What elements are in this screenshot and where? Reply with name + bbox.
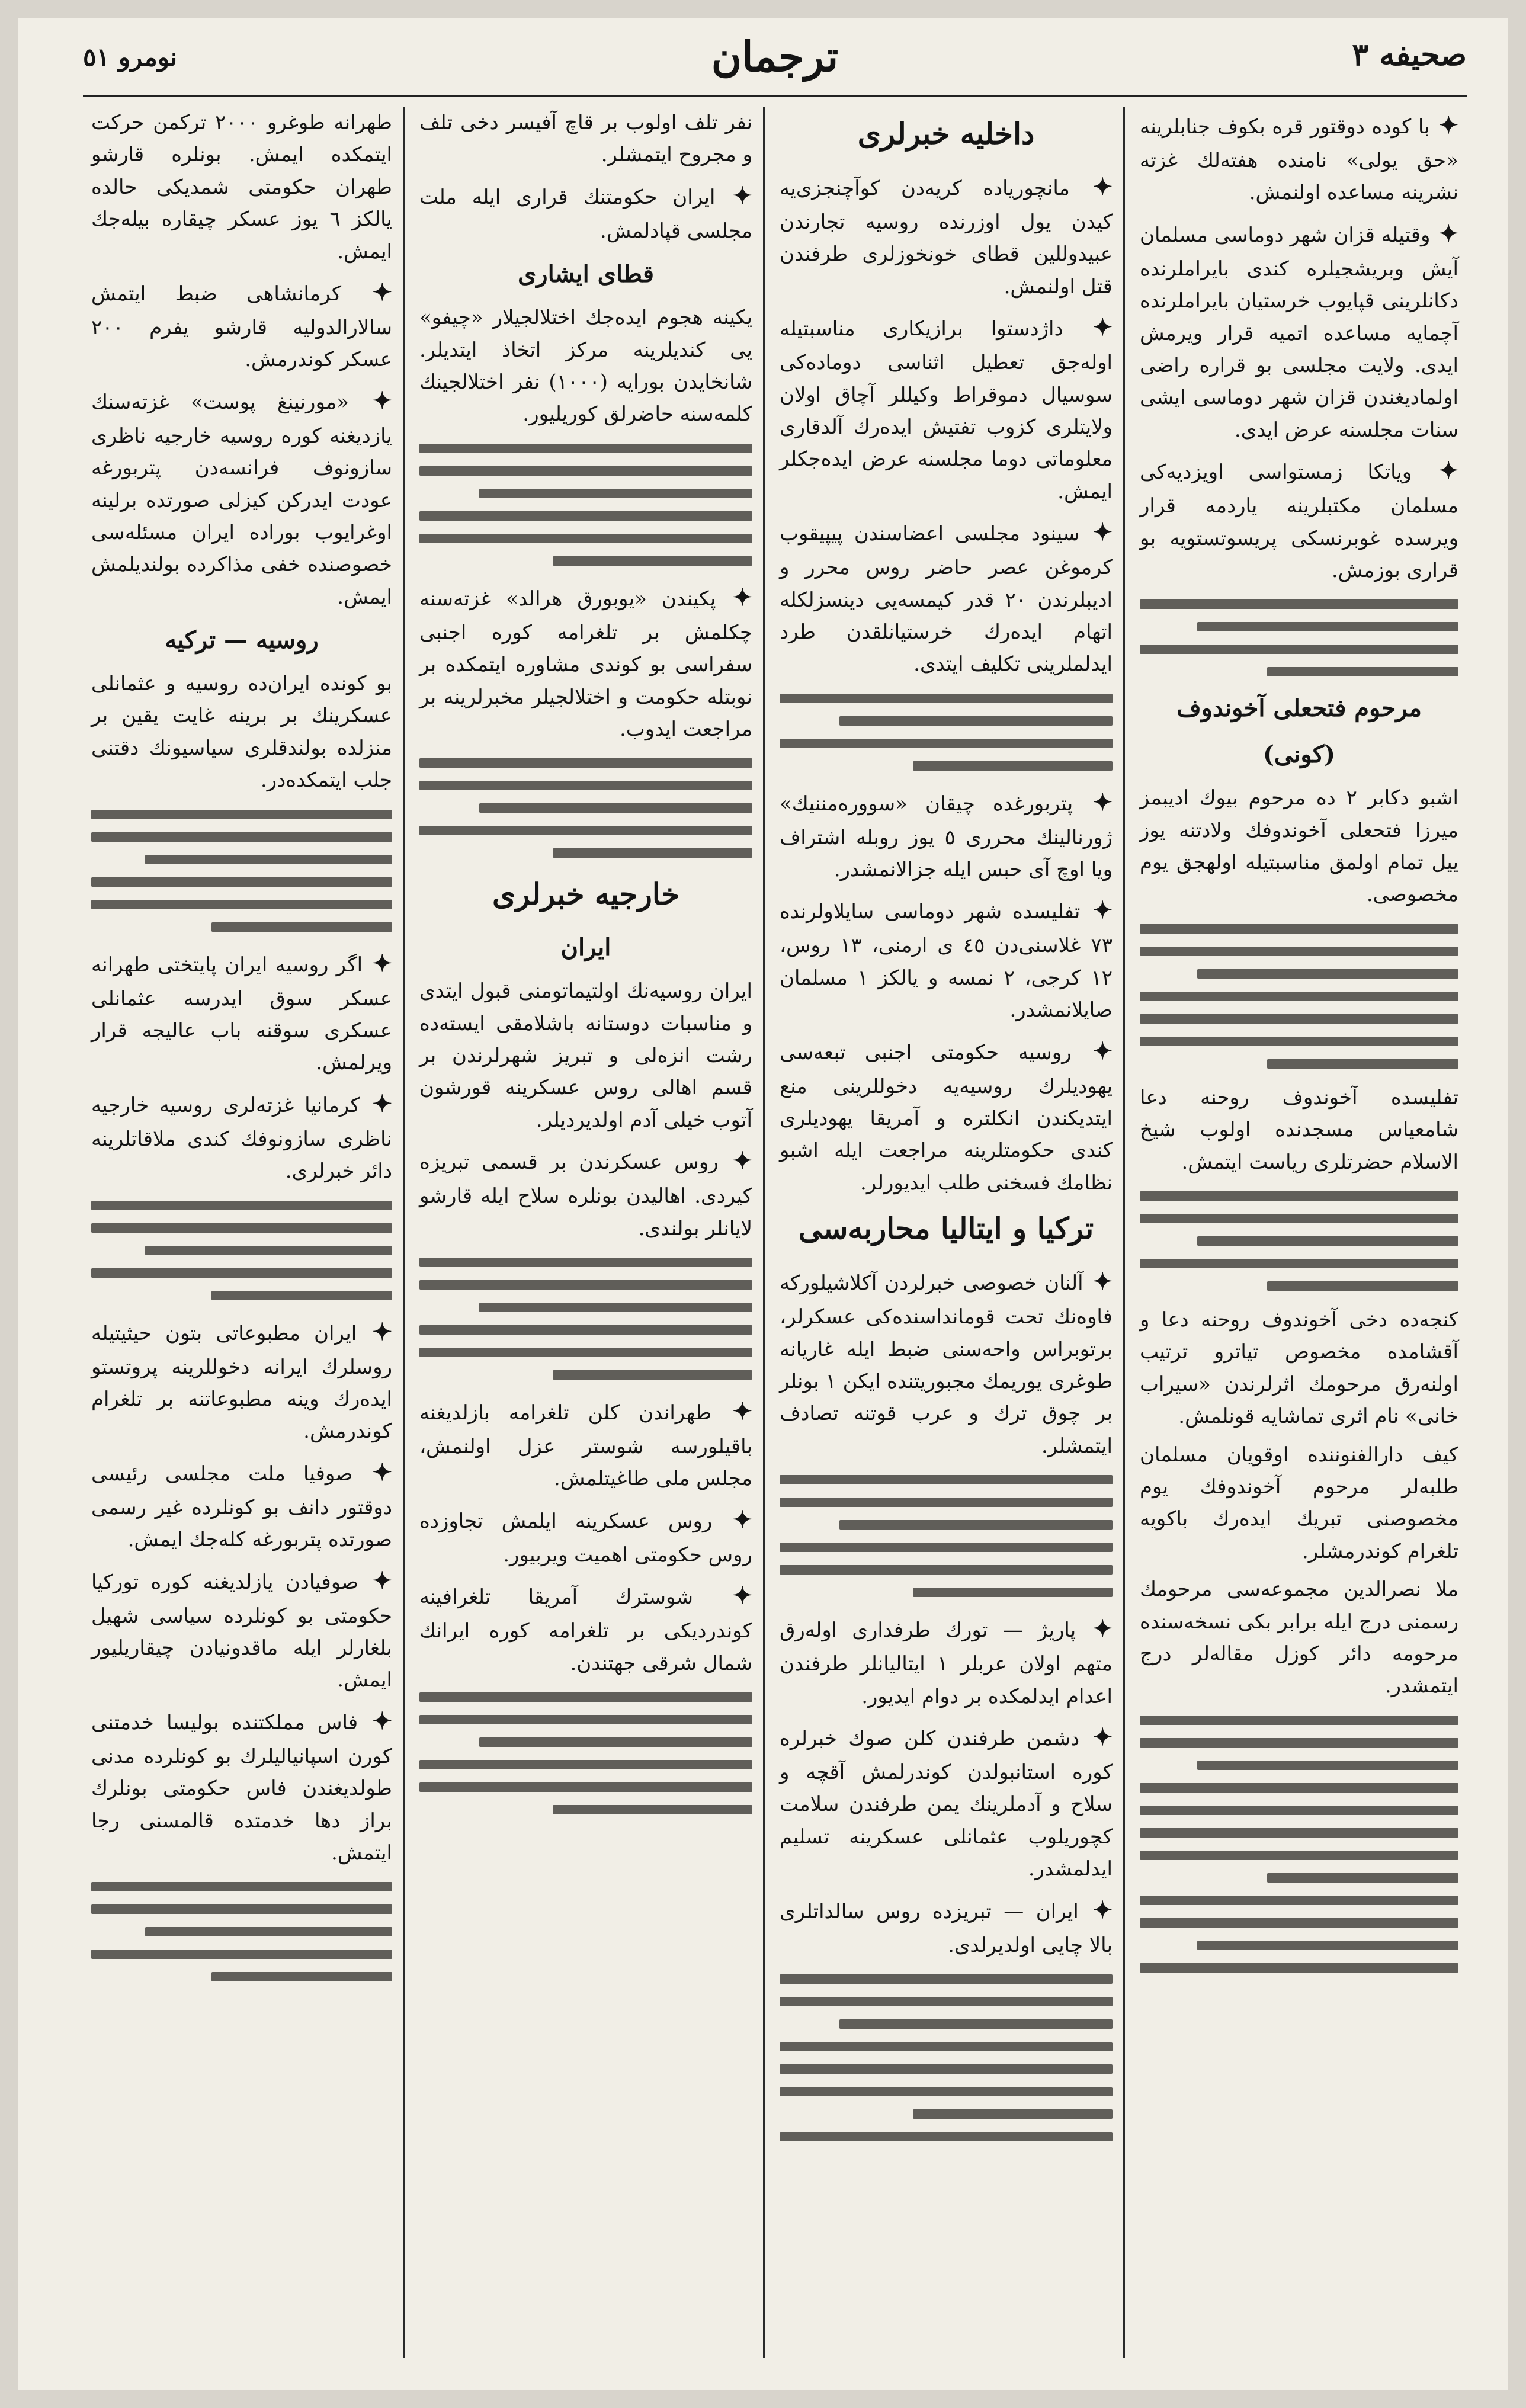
newspaper-page bbox=[18, 18, 1508, 2390]
section-subheading-iran: ایران bbox=[560, 934, 611, 962]
text-lines bbox=[780, 1475, 1113, 1597]
news-item: ایران روسیه‌نك اولتیماتومنی قبول ایتدی و مناسبات دوستانه باشلامقی ایسته‌ده رشت انزەلی و تبریز شهرلرندن بر قسم اهالی روس عسکرینه قورشون آتوب خیلی آدم اولدیردیلر. bbox=[419, 979, 752, 1132]
news-item: ✦ ویاتکا زمستواسی اویزدیه‌کی مسلمان مکتبلرینه یاردمه قرار ویرسده غوبرنسکی پریسوتستویه بو قراری بوزمش. bbox=[1140, 457, 1458, 582]
section-heading-foreign: خارجیه خبرلری bbox=[492, 877, 680, 912]
news-item: ✦ پکیندن «یوبورق هرالد» غزته‌سنه چکلمش بر تلغرامه کوره اجنبی سفراسی بو کوندی مشاوره ایتمکده بر نوبتله حکومت و اختلالجیلر مخبرلرینه بر مراجعت ایدوب. bbox=[419, 583, 752, 741]
page-number-label: صحیفه ٣ bbox=[1352, 37, 1467, 73]
column-4 bbox=[83, 107, 400, 2358]
news-item: ✦ کرمانیا غزته‌لری روسیه خارجیه ناظری سازونوفك کندی ملاقاتلرینه دائر خبرلری. bbox=[91, 1089, 392, 1184]
column-1 bbox=[1131, 107, 1467, 2358]
news-item: ✦ روسیه حکومتی اجنبی تبعه‌سی یهودیلرك روسیه‌یه دخوللرینی منع ایتدیکندن انکلتره و آمریقا یهودیلری کندی حکومتلرینه مراجعت ایله اشبو نظامك فسخنی طلب ایدیورلر. bbox=[780, 1037, 1113, 1195]
text-lines bbox=[91, 1201, 392, 1300]
text-lines bbox=[1140, 924, 1458, 1069]
news-item: ✦ داژدستوا برازیکاری مناسبتیله اوله‌جق تعطیل اثناسی دوماده‌کی سوسیال دموقراط وکیللر آچاق اولان ولایتلری کزوب تفتیش ایدەرك آلدقاری معلوماتی دوما مجلسنه عرض ایده‌جکلر ایمش. bbox=[780, 313, 1113, 504]
text-lines bbox=[91, 1882, 392, 1981]
section-heading-obituary: مرحوم فتحعلی آخوندوف bbox=[1176, 694, 1422, 723]
text-lines bbox=[419, 1258, 752, 1380]
news-item: ✦ روس عسکرینه ایلمش تجاوزده روس حکومتی اهمیت ویربیور. bbox=[419, 1505, 752, 1567]
news-item: بو کونده ایران‌ده روسیه و عثمانلی عسکرینك بر برینه غایت یقین بر منزلده بولندقلری سیاسیونك دقتنی جلب ایتمکده‌در. bbox=[91, 672, 392, 793]
news-item: یکینه هجوم ایده‌جك اختلالجیلار «چیفو» یی کندیلرینه مرکز اتخاذ ایتدیلر. شانخایدن بورایه (١٠٠٠) نفر اختلالجینك کلمه‌سنه حاضرلق کوریلیور. bbox=[419, 306, 753, 427]
news-item: ✦ «مورنینغ پوست» غزته‌سنك یازدیغنه کوره روسیه خارجیه ناظری سازونوف فرانسه‌دن پتربورغه عودت ایدرکن کیزلی صورتده برلینه اوغرایوب بوراده ایران مسئله‌سی خصوصنده خفی مذاکرده بولندیلمش ایمش. bbox=[91, 386, 392, 609]
column-rule bbox=[763, 107, 765, 2358]
section-heading-domestic: داخلیه خبرلری bbox=[857, 116, 1035, 151]
news-item: ✦ اگر روسیه ایران پایتختی طهرانه عسکر سوق ایدرسه عثمانلی عسکری سوقنه باب عالیجه قرار ویرلمش. bbox=[91, 949, 392, 1075]
news-item: کیف دارالفنوننده اوقویان مسلمان طلبه‌لر مرحوم آخوندوفك یوم مخصوصنی تبریك ایدەرك باکویه تلغرام کوندرمشلر. bbox=[1140, 1442, 1458, 1563]
column-rule bbox=[403, 107, 405, 2358]
news-item: ✦ سینود مجلسی اعضاسندن پیپیقوب کرموغن عصر حاضر روس محرر و ادیبلرندن ٢٠ قدر کیمسه‌یی دینسزلکله اتهام ایدەرك خرستیانلقدن طرد ایدلملرینی تکلیف ایتدی. bbox=[780, 518, 1113, 676]
news-item: ملا نصرالدین مجموعه‌سی مرحومك رسمنی درج ایله برابر بکی نسخه‌سنده مرحومه دائر کوزل مقاله‌لر درج ایتمشدر. bbox=[1140, 1577, 1458, 1698]
news-item: ✦ تفلیسده شهر دوماسی سایلاولرنده ٧٣ غلاسنی‌دن ٤٥ ی ارمنی، ١٣ روس، ١٢ کرجی، ٢ نمسه و یالکز ١ مسلمان صایلانمشدر. bbox=[780, 896, 1113, 1022]
section-subheading: (کونی) bbox=[1262, 740, 1336, 769]
text-lines bbox=[1140, 1191, 1458, 1291]
text-lines bbox=[419, 758, 752, 858]
section-heading-war: ترکیا و ایتالیا محاربه‌سی bbox=[798, 1211, 1094, 1246]
text-lines bbox=[1140, 1716, 1458, 1973]
text-lines bbox=[1140, 599, 1458, 676]
news-item: ✦ صوفیا ملت مجلسی رئیسی دوقتور دانف بو کونلرده غیر رسمی صورتده پتربورغه کله‌جك ایمش. bbox=[91, 1458, 392, 1552]
news-item: ✦ وقتیله قزان شهر دوماسی مسلمان آیش وبریشجیلره کندی بایراملرنده دکانلرینی قپایوب خرستیان بایراملرنده آچمایه مساعده اتمیه قرار ویرمش ایدی. ولایت مجلسی بو قراره راضی اولمادیغندن قزان شهر دوماسی ایشی سنات مجلسنه عرض ایدی. bbox=[1140, 219, 1458, 442]
news-item: ✦ کرمانشاهی ضبط ایتمش سالارالدولیه قارشو یفرم ٢٠٠ عسکر کوندرمش. bbox=[91, 278, 392, 372]
news-item: ✦ مانچوریاده کریه‌دن کوآچنجزی‌یه کیدن یول اوزرنده روسیه تجارندن عبیدوللین قطای خونخوزلری طرفندن قتل اولنمش. bbox=[780, 173, 1113, 299]
section-heading-china: قطای ایشاری bbox=[517, 260, 655, 288]
news-item: ✦ پاریژ — تورك طرفداری اولەرق متهم اولان عربلر ١ ایتالیانلر طرفندن اعدام ایدلمکده بر دوام ایدیور. bbox=[780, 1615, 1113, 1708]
section-heading-russia-turkey: روسیه — ترکیه bbox=[165, 626, 319, 655]
news-item: ✦ روس عسکرندن بر قسمی تبریزه کیردی. اهالیدن بونلره سلاح ایله قارشو لایانلر بولندی. bbox=[419, 1147, 752, 1240]
news-item: ✦ آلنان خصوصی خبرلردن آکلاشیلورکه فاوەنك تحت قوماندا‌سنده‌کی عسکرلر، برتوبراس واحه‌سنی ضبط ایله غاریانه طوغری یوریمك مجبوریتنده ایکن ١ بونلر بر چوق ترك و عرب قوتنه تصادف ایتمشلر. bbox=[780, 1268, 1113, 1458]
news-item: ✦ صوفیادن یازلدیغنه کوره تورکیا حکومتی بو کونلرده سیاسی شهیل بلغارلر ایله ماقدونیادن چیقاریلیور ایمش. bbox=[91, 1566, 392, 1692]
news-item: طهرانه طوغرو ٢٠٠٠ ترکمن حرکت ایتمکده ایمش. بونلره قارشو طهران حکومتی شمدیکی حالده یالکز ٦ یوز عسکر چیقاره بیله‌جك ایمش. bbox=[91, 111, 393, 264]
issue-number-label: نومرو ٥١ bbox=[83, 43, 178, 72]
news-item: ✦ دشمن طرفندن کلن صوك خبرلره کوره استانبولدن کوندرلمش آقچه و سلاح و آدملرینك یمن طرفندن سلامت کچوریلوب عثمانلی عسکرینه تسلیم ایدلمشدر. bbox=[780, 1723, 1113, 1881]
news-item: ✦ طهراندن کلن تلغرامه بازلدیغنه باقیلورسه شوستر عزل اولنمش، مجلس ملی طاغیتلمش. bbox=[419, 1397, 752, 1491]
news-item: ✦ شوسترك آمریقا تلغرافینه کوندردیکی بر تلغرامه کوره ایرانك شمال شرقی جهتندن. bbox=[419, 1582, 752, 1675]
news-item: اشبو دکابر ٢ ده مرحوم بیوك ادیبمز میرزا فتحعلی آخوندوفك ولادتنه یوز ییل تمام اولمق مناسبتیله اولهجق یوم مخصوصی. bbox=[1140, 786, 1458, 907]
news-item: ✦ ایران حکومتنك قراری ایله ملت مجلسی قپادلمش. bbox=[419, 181, 752, 243]
column-rule bbox=[1123, 107, 1125, 2358]
text-lines bbox=[91, 810, 392, 932]
text-lines bbox=[419, 1692, 752, 1814]
column-3 bbox=[411, 107, 761, 2358]
news-item: ✦ فاس مملکتنده بولیسا خدمتنی کورن اسپانیالیلرك بو کونلرده مدنی طولدیغندن فاس حکومتی بونلرك براز دها خدمتده قالمسنی رجا ایتمش. bbox=[91, 1707, 392, 1865]
text-lines bbox=[419, 444, 752, 566]
text-lines bbox=[780, 1974, 1113, 2141]
newspaper-title: ترجمان bbox=[711, 32, 839, 81]
masthead bbox=[83, 30, 1467, 97]
news-item: نفر تلف اولوب بر قاچ آفیسر دخی تلف و مجروح ایتمشلر. bbox=[419, 111, 752, 167]
text-lines bbox=[780, 694, 1113, 771]
news-item: تفلیسده آخوندوف روحنه دعا شامعیاس مسجدنده اولوب شیخ الاسلام حضرتلری ریاست ایتمش. bbox=[1140, 1085, 1458, 1174]
news-item: ✦ پتربورغده چیقان «سوورەمننیك» ژورنالینك محرری ٥ یوز روبله اشتراف ویا اوچ آی حبس ایله جزالانمشدر. bbox=[780, 788, 1113, 882]
news-item: ✦ با کوده دوقتور قره بکوف جنابلرینه «حق یولی» نامنده هفته‌لك غزته نشرینه مساعده اولنمش. bbox=[1140, 111, 1458, 205]
news-item: ✦ ایران — تبریزده روس سالداتلری بالا چایی اولدیرلدی. bbox=[780, 1896, 1113, 1957]
news-item: کنجه‌ده دخی آخوندوف روحنه دعا و آقشامده مخصوص تیاترو ترتیب اولنه‌رق مرحومك اثرلرندن «سیراب خانی» نام اثری تماشایه قونلمش. bbox=[1140, 1308, 1458, 1429]
news-item: ✦ ایران مطبوعاتی بتون حیثیتیله روسلرك ایرانه دخوللرینه پروتستو ایدەرك وینه مطبوعاتنه بر تلغرام کوندرمش. bbox=[91, 1317, 392, 1444]
column-2 bbox=[771, 107, 1121, 2358]
